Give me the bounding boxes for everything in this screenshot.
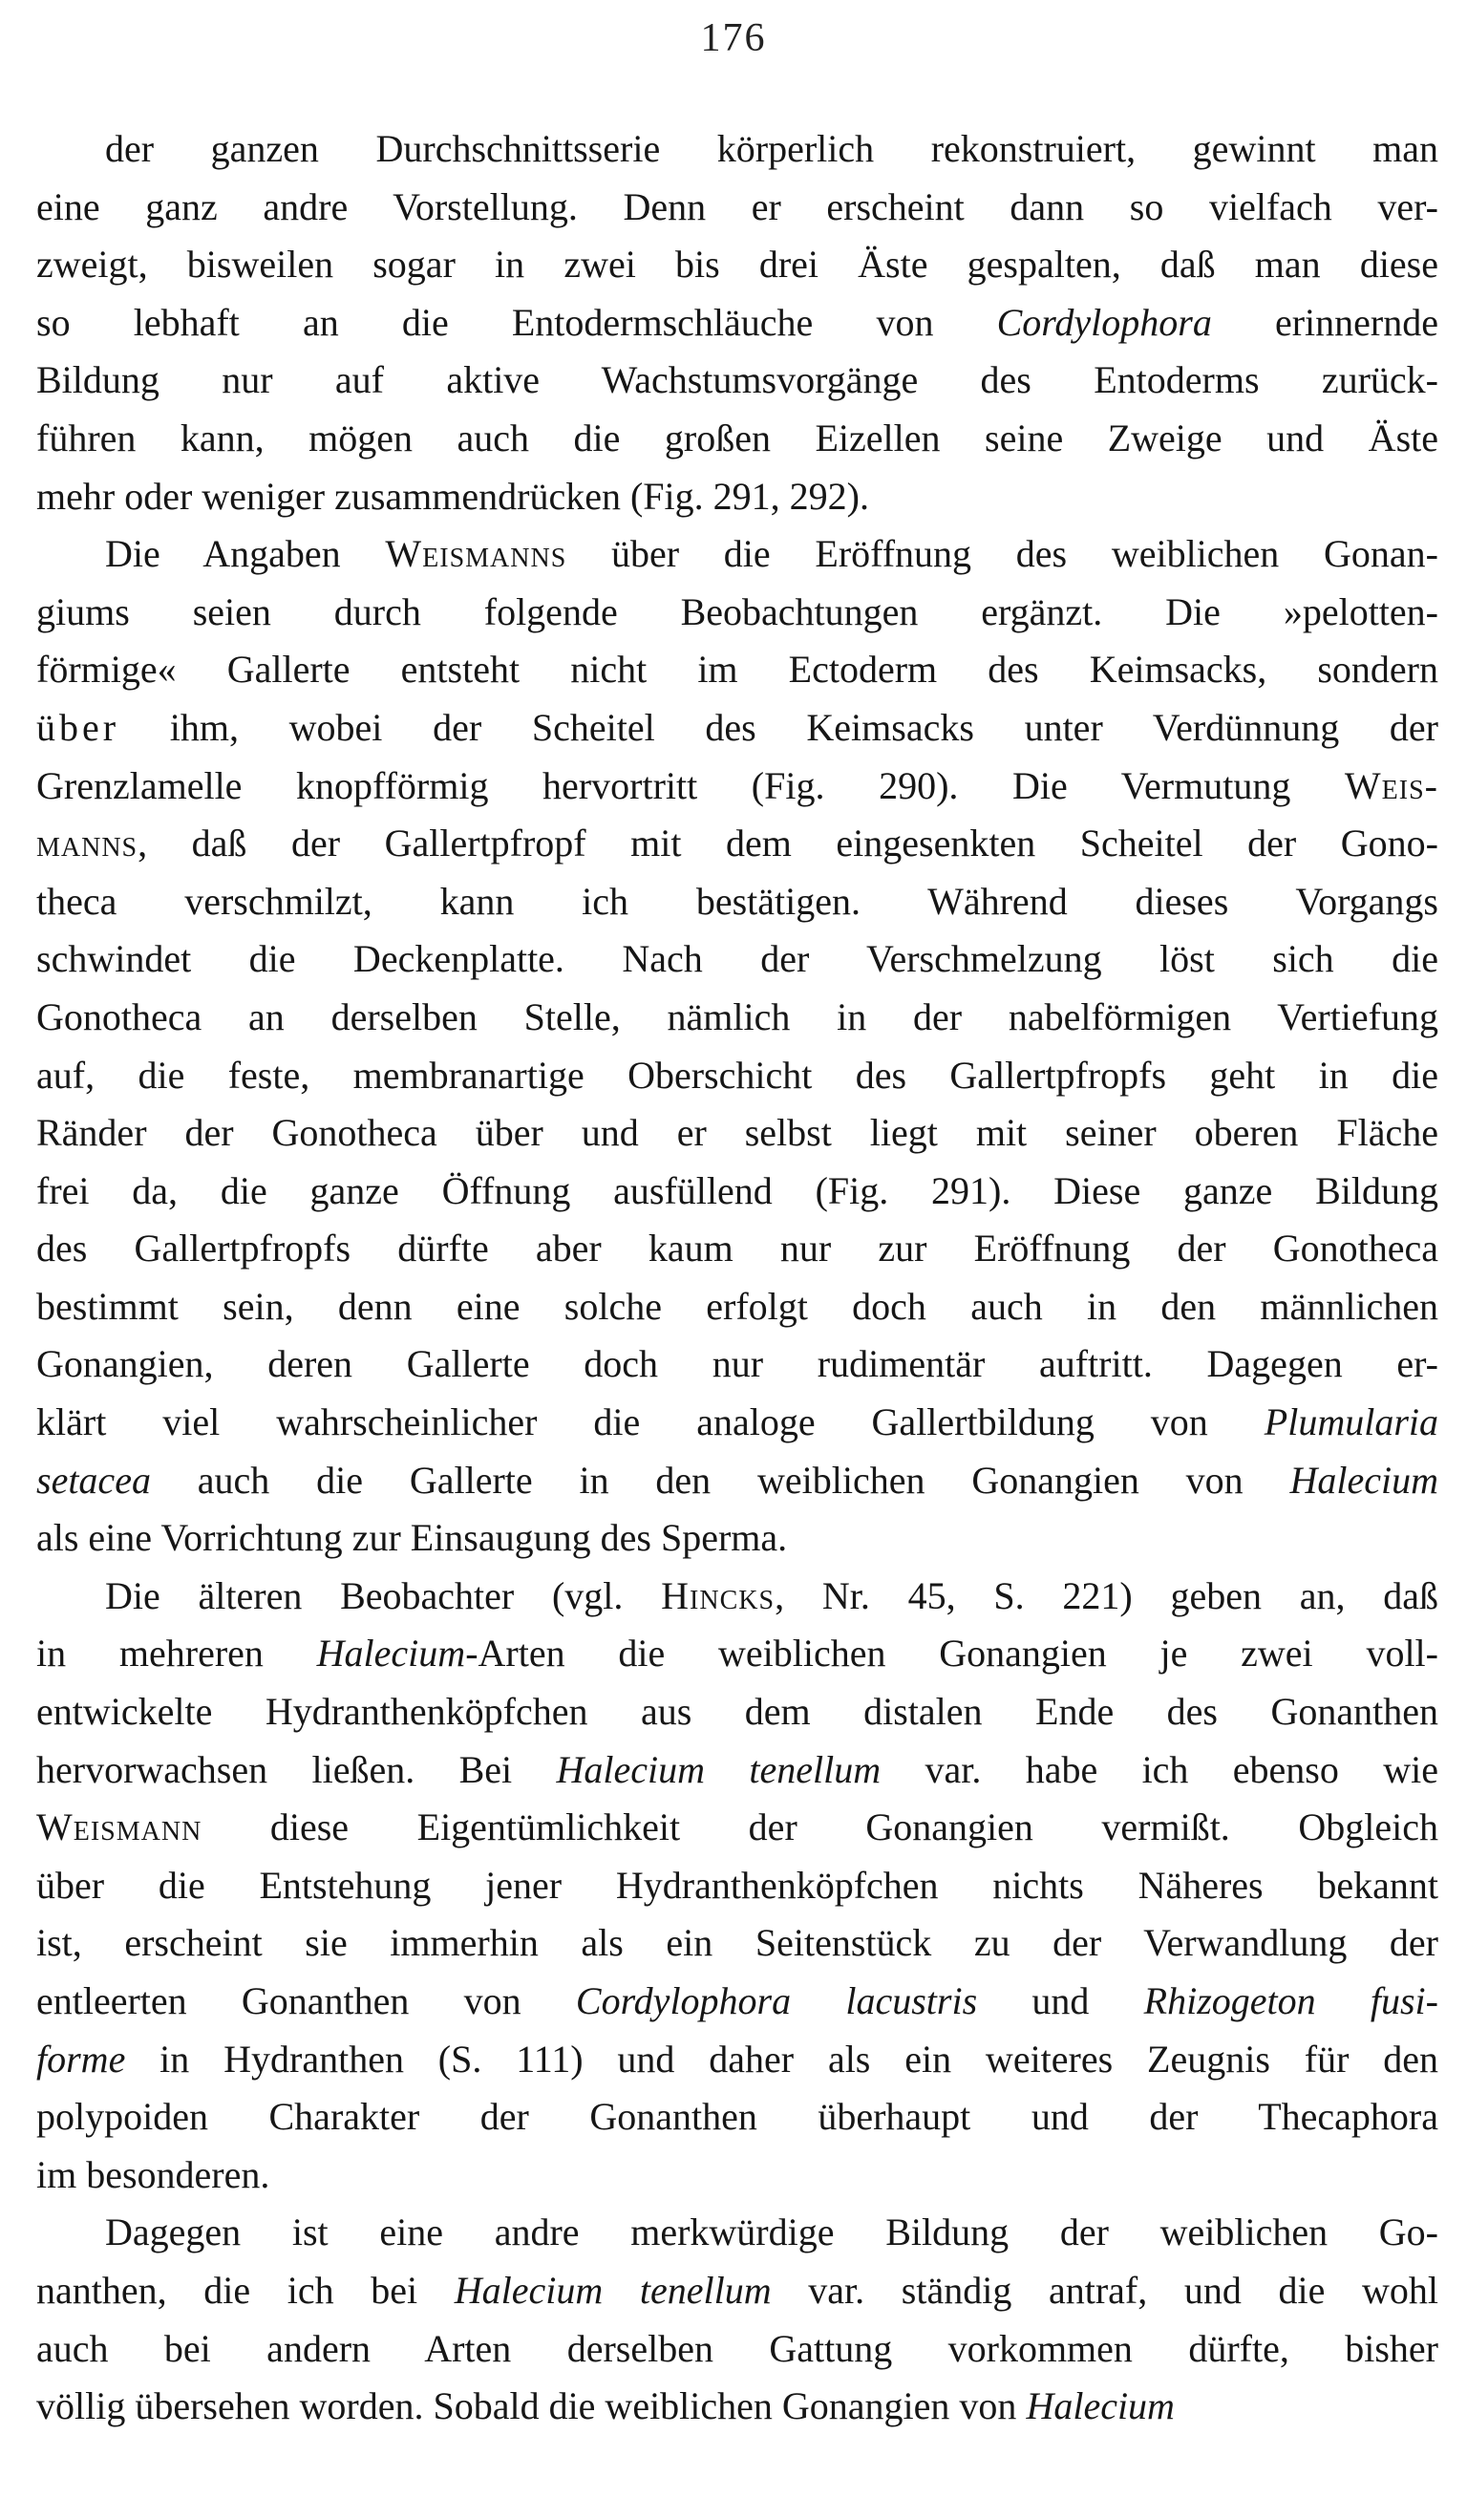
text-run: bestimmt sein, denn eine solche erfolgt doch auch in den männlichen xyxy=(36,1284,1438,1328)
text-line xyxy=(36,930,1438,989)
italic-term: Halecium tenellum xyxy=(556,1747,882,1791)
body-text xyxy=(36,120,1438,2436)
text-line xyxy=(36,2031,1438,2089)
text-line xyxy=(36,1568,1438,1626)
text-run: ist, erscheint sie immerhin als ein Seitenstück zu der Verwandlung der xyxy=(36,1921,1438,1965)
text-run: diese Eigentümlichkeit der Gonangien vermißt. Obgleich xyxy=(202,1805,1438,1849)
text-line xyxy=(36,2088,1438,2146)
italic-term: Cordylophora xyxy=(996,300,1212,344)
text-run: als eine Vorrichtung zur Einsaugung des Sperma. xyxy=(36,1516,788,1560)
text-line xyxy=(36,1452,1438,1510)
text-line xyxy=(36,1509,1438,1568)
text-line xyxy=(36,873,1438,931)
text-run: mehr oder weniger zusammendrücken (Fig. 291, 292). xyxy=(36,474,869,518)
text-run: zweigt, bisweilen sogar in zwei bis drei Äste gespalten, daß man diese xyxy=(36,243,1438,287)
text-run: entwickelte Hydranthenköpfchen aus dem distalen Ende des Gonanthen xyxy=(36,1690,1438,1734)
text-line xyxy=(36,584,1438,642)
text-line xyxy=(36,525,1438,584)
emphasis-spaced: über xyxy=(36,705,120,749)
text-line xyxy=(36,2320,1438,2379)
author-name: Hincks xyxy=(661,1573,776,1617)
text-run: nanthen, die ich bei xyxy=(36,2268,455,2312)
text-run: führen kann, mögen auch die großen Eizellen seine Zweige und Äste xyxy=(36,416,1438,459)
italic-term: setacea xyxy=(36,1458,151,1502)
page-number: 176 xyxy=(700,16,767,60)
text-line xyxy=(36,1104,1438,1163)
text-line xyxy=(36,1741,1438,1800)
text-run: förmige« Gallerte entsteht nicht im Ectoderm des Keimsacks, sondern xyxy=(36,648,1438,692)
text-line xyxy=(36,410,1438,468)
text-run: theca verschmilzt, kann ich bestätigen. Während dieses Vorgangs xyxy=(36,879,1438,923)
text-run: Dagegen ist eine andre merkwürdige Bildung der weiblichen Go- xyxy=(105,2210,1438,2254)
paragraph xyxy=(36,120,1438,525)
text-run: klärt viel wahrscheinlicher die analoge Gallertbildung von xyxy=(36,1400,1265,1444)
text-run: in Hydranthen (S. 111) und daher als ein weiteres Zeugnis für den xyxy=(125,2037,1438,2081)
text-line xyxy=(36,179,1438,237)
text-line xyxy=(36,1163,1438,1221)
text-run: der ganzen Durchschnittsserie körperlich rekonstruiert, gewinnt man xyxy=(105,127,1438,170)
text-run: des Gallertpfropfs dürfte aber kaum nur zur Eröffnung der Gonotheca xyxy=(36,1227,1438,1271)
text-run: , daß der Gallertpfropf mit dem eingesenkten Scheitel der Gono- xyxy=(138,822,1438,865)
text-line xyxy=(36,641,1438,699)
italic-term: Halecium xyxy=(1289,1458,1438,1502)
text-run: schwindet die Deckenplatte. Nach der Verschmelzung löst sich die xyxy=(36,937,1438,981)
text-run: Bildung nur auf aktive Wachstumsvorgänge des Entoderms zurück- xyxy=(36,358,1438,402)
text-line xyxy=(36,468,1438,526)
text-run: giums seien durch folgende Beobachtungen ergänzt. Die »pelotten- xyxy=(36,589,1438,633)
text-line xyxy=(36,1220,1438,1278)
paragraph xyxy=(36,525,1438,1568)
text-line xyxy=(36,236,1438,294)
italic-term: Halecium xyxy=(316,1632,466,1676)
text-line xyxy=(36,758,1438,816)
text-line xyxy=(36,2146,1438,2205)
italic-term: forme xyxy=(36,2037,126,2081)
text-line xyxy=(36,352,1438,410)
text-run: frei da, die ganze Öffnung ausfüllend (Fig. 291). Diese ganze Bildung xyxy=(36,1168,1438,1212)
text-run: var. ständig antraf, und die wohl xyxy=(771,2268,1439,2312)
text-run: so lebhaft an die Entodermschläuche von xyxy=(36,300,997,344)
text-run: , Nr. 45, S. 221) geben an, daß xyxy=(775,1573,1438,1617)
text-line xyxy=(36,989,1438,1047)
text-run: hervorwachsen ließen. Bei xyxy=(36,1747,557,1791)
text-line xyxy=(36,1047,1438,1105)
text-run: var. habe ich ebenso wie xyxy=(881,1747,1438,1791)
italic-term: Plumularia xyxy=(1264,1400,1438,1444)
text-run: Die älteren Beobachter (vgl. xyxy=(105,1573,662,1617)
text-line xyxy=(36,120,1438,179)
text-run: in mehreren xyxy=(36,1632,317,1676)
text-run: über die Entstehung jener Hydranthenköpfchen nichts Näheres bekannt xyxy=(36,1863,1438,1907)
text-run: auf, die feste, membranartige Oberschicht des Gallertpfropfs geht in die xyxy=(36,1053,1438,1097)
text-run: erinnernde xyxy=(1211,300,1439,344)
italic-term: Halecium tenellum xyxy=(454,2268,772,2312)
text-run: entleerten Gonanthen von xyxy=(36,1979,576,2022)
text-line xyxy=(36,1973,1438,2031)
text-line xyxy=(36,2378,1438,2436)
text-run: und xyxy=(977,1979,1144,2022)
text-line xyxy=(36,294,1438,352)
text-run: eine ganz andre Vorstellung. Denn er erscheint dann so vielfach ver- xyxy=(36,184,1438,228)
text-line xyxy=(36,1683,1438,1741)
text-run: polypoiden Charakter der Gonanthen überhaupt und der Thecaphora xyxy=(36,2095,1438,2139)
text-run: -Arten die weiblichen Gonangien je zwei voll- xyxy=(465,1632,1438,1676)
text-line xyxy=(36,1799,1438,1857)
text-line xyxy=(36,2262,1438,2320)
text-run: auch die Gallerte in den weiblichen Gonangien von xyxy=(150,1458,1290,1502)
italic-term: Rhizogeton fusi- xyxy=(1143,1979,1438,2022)
text-run: im besonderen. xyxy=(36,2152,270,2196)
author-name: Weismanns xyxy=(385,532,567,576)
text-run: Die Angaben xyxy=(105,532,386,576)
italic-term: Cordylophora lacustris xyxy=(575,1979,978,2022)
text-run: ihm, wobei der Scheitel des Keimsacks unter Verdünnung der xyxy=(119,705,1438,749)
text-run: über die Eröffnung des weiblichen Gonan- xyxy=(566,532,1438,576)
text-line xyxy=(36,1914,1438,1973)
text-line xyxy=(36,1394,1438,1452)
author-name: manns xyxy=(36,822,138,865)
text-line xyxy=(36,2204,1438,2262)
text-line xyxy=(36,1857,1438,1915)
text-line xyxy=(36,1278,1438,1336)
text-line xyxy=(36,699,1438,758)
text-run: völlig übersehen worden. Sobald die weiblichen Gonangien von xyxy=(36,2384,1027,2428)
text-run: Grenzlamelle knopfförmig hervortritt (Fig. 290). Die Vermutung xyxy=(36,763,1345,807)
text-line xyxy=(36,1625,1438,1683)
text-run: Gonangien, deren Gallerte doch nur rudimentär auftritt. Dagegen er- xyxy=(36,1342,1438,1386)
italic-term: Halecium xyxy=(1026,2384,1175,2428)
paragraph xyxy=(36,2204,1438,2435)
paragraph xyxy=(36,1568,1438,2205)
text-run: Gonotheca an derselben Stelle, nämlich in der nabelförmigen Vertiefung xyxy=(36,994,1438,1038)
author-name: Weismann xyxy=(36,1805,202,1849)
text-line xyxy=(36,815,1438,873)
text-run: Ränder der Gonotheca über und er selbst liegt mit seiner oberen Fläche xyxy=(36,1111,1438,1155)
text-line xyxy=(36,1335,1438,1394)
author-name: Weis- xyxy=(1344,763,1438,807)
text-run: auch bei andern Arten derselben Gattung vorkommen dürfte, bisher xyxy=(36,2326,1438,2370)
